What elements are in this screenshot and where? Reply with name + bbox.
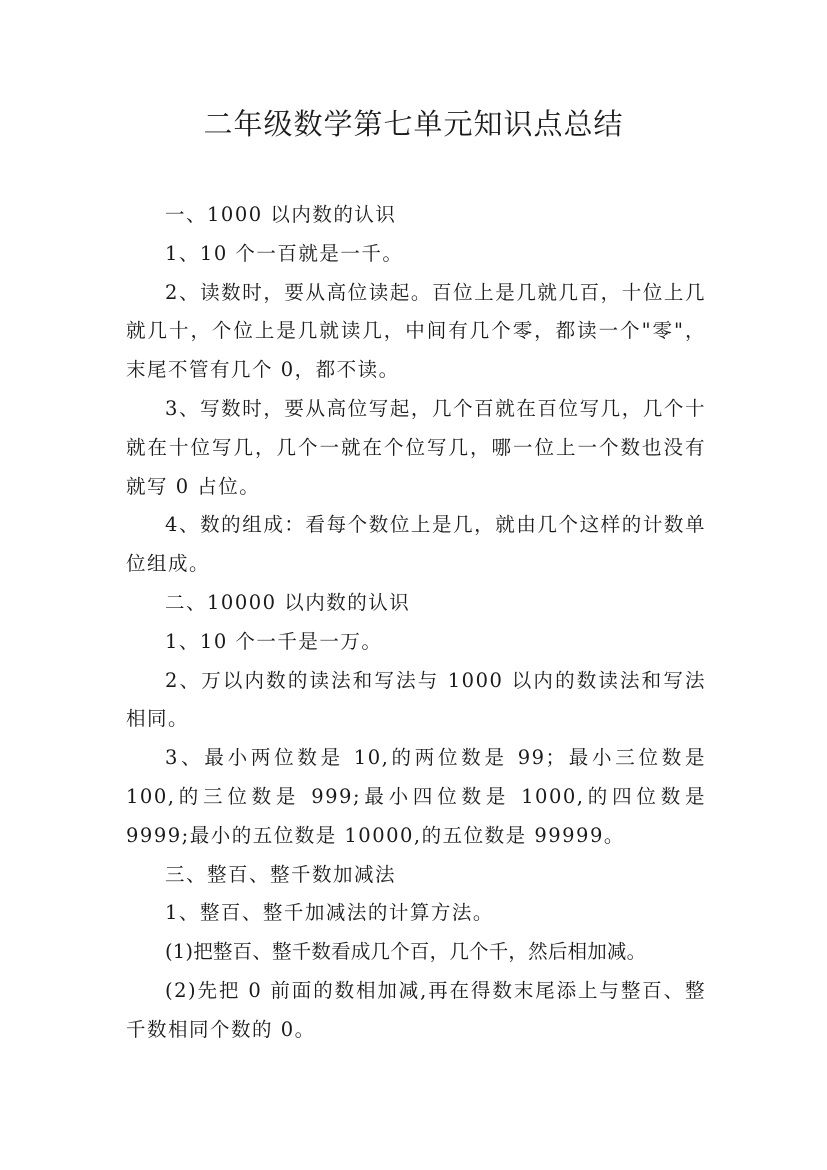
paragraph: 1、10 个一百就是一千。 [165,241,404,265]
paragraph: (2)先把 0 前面的数相加减,再在得数末尾添上与整百、整千数相同个数的 0。 [126,978,706,1041]
paragraph: 2、读数时，要从高位读起。百位上是几就几百，十位上几就几十，个位上是几就读几，中间有几个零，都读一个"零"，末尾不管有几个 0，都不读。 [126,280,706,382]
section-heading-1: 一、1000 以内数的认识 [165,203,397,226]
section-heading-3: 三、整百、整千数加减法 [165,862,397,886]
paragraph: 1、整百、整千加减法的计算方法。 [165,901,494,925]
document-body [126,196,706,1050]
document-title: 二年级数学第七单元知识点总结 [203,107,624,141]
paragraph: 3、写数时，要从高位写起，几个百就在百位写几，几个十就在十位写几，几个一就在个位写几，哪一位上一个数也没有就写 0 占位。 [126,396,706,498]
paragraph: 3、最小两位数是 10,的两位数是 99；最小三位数是 100,的三位数是 999;最小四位数是 1000,的四位数是 9999;最小的五位数是 10000,的五位数是 99999。 [126,746,706,847]
paragraph: 2、万以内数的读法和写法与 1000 以内的数读法和写法相同。 [126,668,706,731]
paragraph: (1)把整百、整千数看成几个百，几个千，然后相加减。 [165,940,647,964]
paragraph: 4、数的组成：看每个数位上是几，就由几个这样的计数单位组成。 [126,513,706,576]
paragraph: 1、10 个一千是一万。 [165,629,383,653]
section-heading-2: 二、10000 以内数的认识 [165,590,411,614]
